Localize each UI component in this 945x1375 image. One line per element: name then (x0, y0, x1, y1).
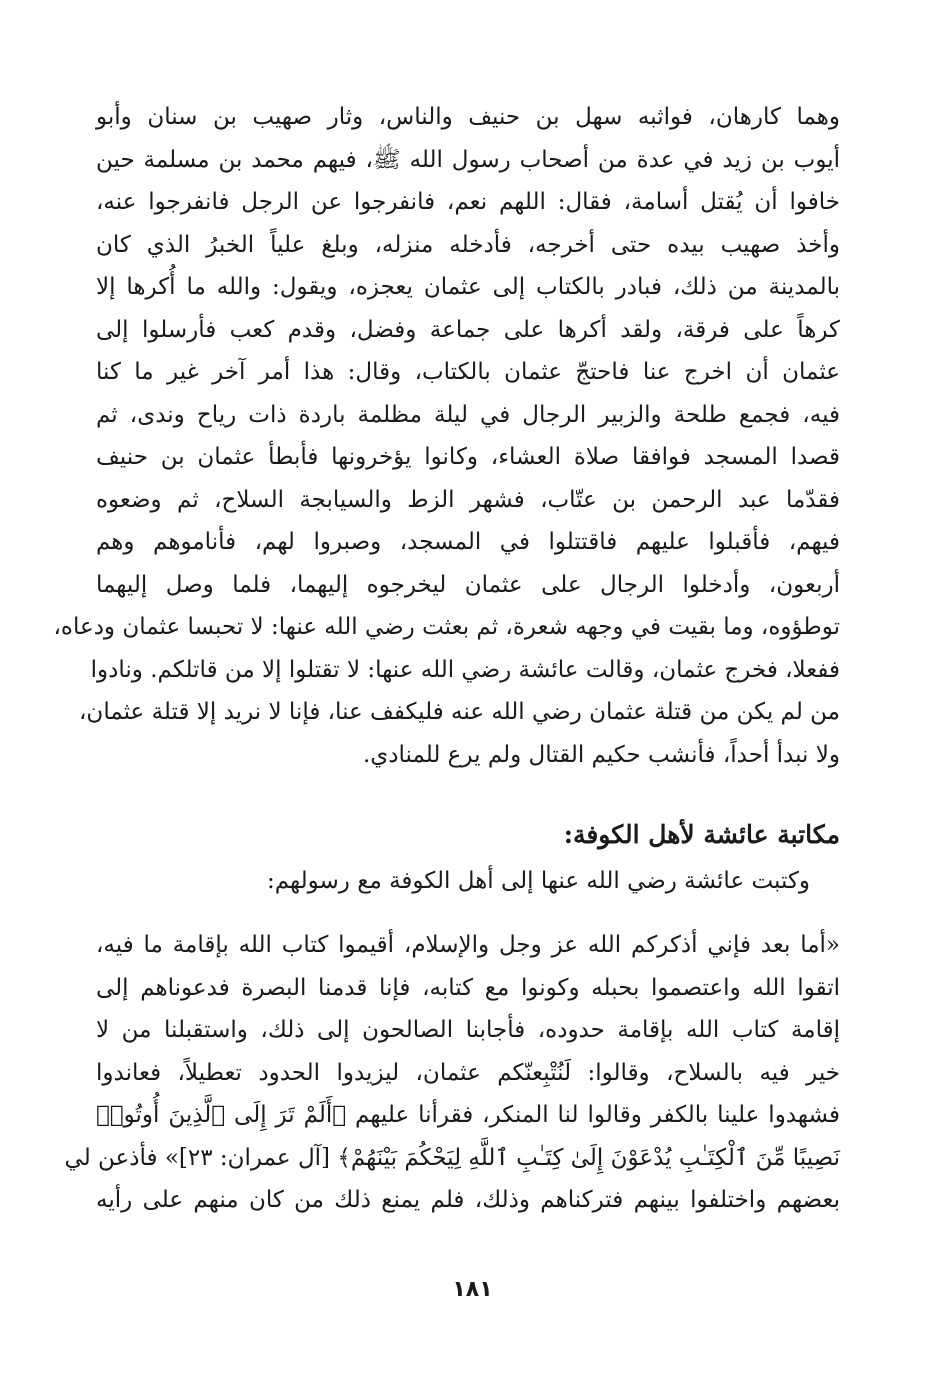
text-line: من لم يكن من قتلة عثمان رضي الله عنه فليكفف عنا، فإنا لا نريد إلا قتلة عثمان، (79, 699, 840, 725)
text-line: وهما كارهان، فواثبه سهل بن حنيف والناس، وثار صهيب بن سنان وأبو (96, 104, 840, 130)
text-line: خير فيه بالسلاح، وقالوا: لَنُتْبِعنّكم عثمان، ليزيدوا الحدود تعطيلاً، فعاندوا (96, 1059, 840, 1086)
text-line: أيوب بن زيد في عدة من أصحاب رسول الله ﷺ، فيهم محمد بن مسلمة حين (96, 146, 840, 173)
page-number: ١٨١ (452, 1277, 493, 1302)
text-line: نَصِيبًا مِّنَ ٱلْكِتَـٰبِ يُدْعَوْنَ إِلَىٰ كِتَـٰبِ ٱللَّهِ لِيَحْكُمَ بَيْنَهُمْ﴾ [آل عمران: ٢٣]» فأذعن لي (64, 1144, 840, 1171)
text-line: إقامة كتاب الله بإقامة حدوده، فأجابنا الصالحون إلى ذلك، واستقبلنا من لا (96, 1017, 840, 1043)
text-line: بالمدينة من ذلك، فبادر بالكتاب إلى عثمان يعجزه، ويقول: والله ما أُكرها إلا (96, 274, 840, 300)
letter-paragraph (64, 924, 840, 1222)
text-line: فيه، فجمع طلحة والزبير الرجال في ليلة مظلمة باردة ذات رياح وندى، ثم (96, 401, 840, 428)
text-line: بعضهم واختلفوا بينهم فتركناهم وذلك، فلم يمنع ذلك من كان منهم على رأيه (96, 1187, 840, 1213)
text-line: كرهاً على فرقة، ولقد أكرها على جماعة وفضل، وقدم كعب فأرسلوا إلى (96, 316, 840, 343)
text-line: أربعون، وأدخلوا الرجال على عثمان ليخرجوه إليهما، فلما وصل إليهما (96, 571, 840, 598)
text-line: توطؤوه، وما بقيت في وجهه شعرة، ثم بعثت رضي الله عنها: لا تحبسا عثمان ودعاه، (53, 614, 840, 640)
text-line: فشهدوا علينا بالكفر وقالوا لنا المنكر، فقرأنا عليهم ﴿أَلَمْ تَرَ إِلَى ٱلَّذِينَ أُوتُوا۟ (96, 1102, 840, 1128)
text-line: وأخذ صهيب بيده حتى أخرجه، فأدخله منزله، وبلغ علياً الخبرُ الذي كان (96, 231, 840, 258)
text-line: «أما بعد فإني أذكركم الله عز وجل والإسلام، أقيموا كتاب الله بإقامة ما فيه، (96, 932, 840, 958)
text-line: ولا نبدأ أحداً، فأنشب حكيم القتال ولم يرع للمنادي. (362, 741, 840, 768)
text-line: فقدّما عبد الرحمن بن عتّاب، فشهر الزط والسيابجة السلاح، ثم وضعوه (96, 486, 840, 513)
text-line: قصدا المسجد فوافقا صلاة العشاء، وكانوا يؤخرونها فأبطأ عثمان بن حنيف (96, 444, 840, 470)
text-line: اتقوا الله واعتصموا بحبله وكونوا مع كتابه، فإنا قدمنا البصرة فدعوناهم إلى (96, 974, 840, 1001)
spacer (96, 776, 840, 810)
text-line: ففعلا، فخرج عثمان، وقالت عائشة رضي الله عنها: لا تقتلوا إلا من قاتلكم. ونادوا (90, 656, 840, 683)
narrative-paragraph (53, 96, 840, 776)
spacer (96, 902, 840, 924)
intro-line: وكتبت عائشة رضي الله عنها إلى أهل الكوفة مع رسولهم: (266, 868, 810, 894)
text-line: خافوا أن يُقتل أسامة، فقال: اللهم نعم، فانفرجوا عن الرجل فانفرجوا عنه، (96, 189, 840, 215)
page-body (53, 96, 840, 1222)
text-line: فيهم، فأقبلوا عليهم فاقتتلوا في المسجد، وصبروا لهم، فأناموهم وهم (96, 529, 840, 555)
text-line: عثمان أن اخرج عنا فاحتجّ عثمان بالكتاب، وقال: هذا أمر آخر غير ما كنا (96, 359, 840, 385)
section-heading: مكاتبة عائشة لأهل الكوفة: (563, 820, 840, 849)
